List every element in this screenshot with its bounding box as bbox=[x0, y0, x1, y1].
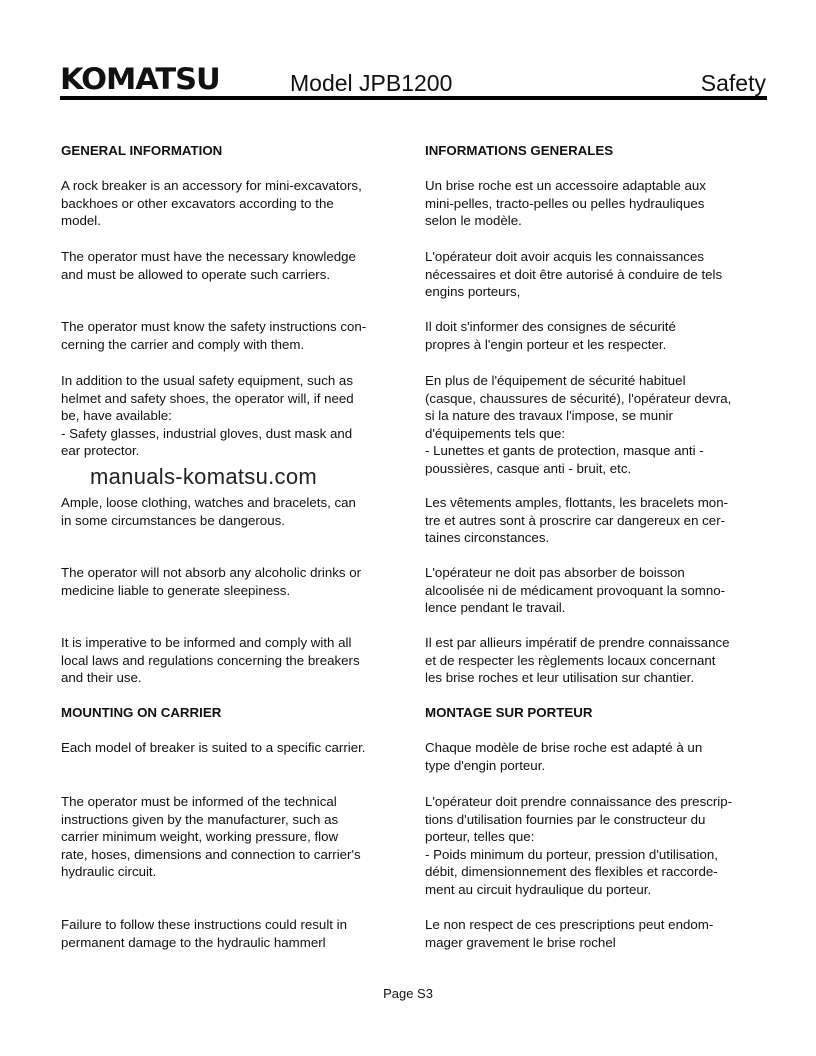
paragraph-right: L'opérateur doit avoir acquis les connaissances nécessaires et doit être autorisé à conduire de tels engins porteurs, bbox=[425, 249, 723, 300]
komatsu-logo: KOMATSU bbox=[60, 62, 220, 96]
paragraph-right: L'opérateur ne doit pas absorber de boisson alcoolisée ni de médicament provoquant la somno- lence pendant le travail. bbox=[425, 565, 726, 616]
paragraph-left: The operator must have the necessary knowledge and must be allowed to operate such carriers. bbox=[61, 249, 356, 282]
paragraph-left: Each model of breaker is suited to a specific carrier. bbox=[61, 740, 366, 755]
paragraph-left: A rock breaker is an accessory for mini-excavators, backhoes or other excavators according to the model. bbox=[61, 178, 362, 229]
section-title: Safety bbox=[700, 70, 766, 96]
paragraph-left: Ample, loose clothing, watches and bracelets, can in some circumstances be dangerous. bbox=[61, 495, 356, 528]
paragraph-left: The operator must be informed of the technical instructions given by the manufacturer, such as carrier minimum weight, working pressure, flow rate, hoses, dimensions and connection to carrier's hydraulic circuit. bbox=[61, 794, 361, 880]
paragraph-left: Failure to follow these instructions could result in permanent damage to the hydraulic hammerl bbox=[61, 917, 348, 950]
paragraph-right: L'opérateur doit prendre connaissance des prescrip- tions d'utilisation fournies par le constructeur du porteur, telles que: - Poids minimum du porteur, pression d'utilisation, débit, dimensionnement des flexibles et raccorde- ment au circuit hydraulique du porteur. bbox=[425, 794, 733, 897]
paragraph-left: The operator must know the safety instructions con- cerning the carrier and comply with them. bbox=[61, 319, 367, 352]
paragraph-right: Il est par allieurs impératif de prendre connaissance et de respecter les règlements locaux concernant les brise roches et leur utilisation sur chantier. bbox=[425, 635, 730, 686]
section-heading-left: GENERAL INFORMATION bbox=[61, 143, 223, 158]
watermark: manuals-komatsu.com bbox=[90, 464, 317, 489]
paragraph-right: Les vêtements amples, flottants, les bracelets mon- tre et autres sont à proscrire car dangereux en cer- taines circonstances. bbox=[425, 495, 729, 546]
section-heading-right: INFORMATIONS GENERALES bbox=[425, 143, 614, 158]
header-rule bbox=[60, 96, 767, 100]
paragraph-left: It is imperative to be informed and comply with all local laws and regulations concerning the breakers and their use. bbox=[61, 635, 360, 686]
page-number: Page S3 bbox=[383, 986, 433, 1001]
model-title: Model JPB1200 bbox=[290, 70, 453, 96]
paragraph-right: En plus de l'équipement de sécurité habituel (casque, chaussures de sécurité), l'opérateur devra, si la nature des travaux l'impose, se munir d'équipements tels que: - Lunettes et gants de protection, masque anti - poussières, casque anti - bruit, etc. bbox=[425, 373, 732, 476]
paragraph-left: In addition to the usual safety equipment, such as helmet and safety shoes, the operator will, if need be, have available: - Safety glasses, industrial gloves, dust mask and ear protector. bbox=[61, 373, 354, 459]
paragraph-right: Un brise roche est un accessoire adaptable aux mini-pelles, tracto-pelles ou pelles hydrauliques selon le modèle. bbox=[425, 178, 706, 229]
section-heading-left: MOUNTING ON CARRIER bbox=[61, 705, 222, 720]
paragraph-right: Chaque modèle de brise roche est adapté à un type d'engin porteur. bbox=[425, 740, 703, 773]
paragraph-left: The operator will not absorb any alcoholic drinks or medicine liable to generate sleepiness. bbox=[61, 565, 362, 598]
paragraph-right: Il doit s'informer des consignes de sécurité propres à l'engin porteur et les respecter. bbox=[425, 319, 676, 352]
paragraph-right: Le non respect de ces prescriptions peut endom- mager gravement le brise rochel bbox=[425, 917, 714, 950]
section-heading-right: MONTAGE SUR PORTEUR bbox=[425, 705, 593, 720]
